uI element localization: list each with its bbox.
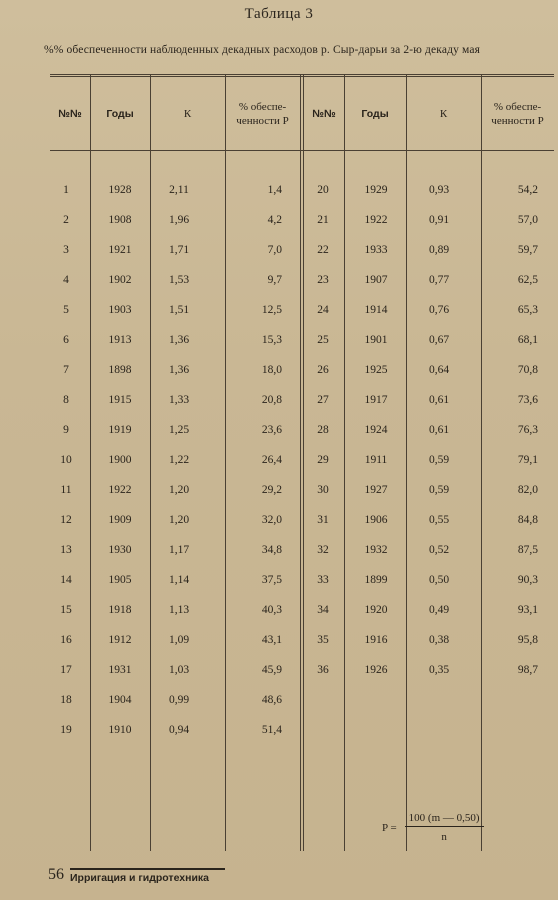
cell-right-year: 1899 xyxy=(364,574,388,586)
cell-right-year: 1933 xyxy=(364,244,388,256)
page-number: 56 xyxy=(48,866,64,883)
cell-right-k: 0,91 xyxy=(428,214,450,226)
cell-left-p: 1,4 xyxy=(267,184,282,196)
cell-left-year: 1908 xyxy=(108,214,132,226)
formula-lhs: P = xyxy=(382,821,397,834)
cell-left-p: 48,6 xyxy=(261,694,282,706)
cell-left-n: 13 xyxy=(60,544,72,556)
header-p-right: % обеспе- ченности Р xyxy=(491,101,544,127)
column-rule-3 xyxy=(300,74,301,851)
cell-right-year: 1929 xyxy=(364,184,388,196)
cell-right-year: 1914 xyxy=(364,304,388,316)
cell-right-n: 24 xyxy=(317,304,329,316)
cell-left-k: 2,11 xyxy=(169,184,189,196)
cell-right-k: 0,64 xyxy=(428,364,450,376)
cell-right-p: 54,2 xyxy=(517,184,538,196)
cell-left-n: 7 xyxy=(63,364,69,376)
cell-right-p: 98,7 xyxy=(517,664,538,676)
cell-left-p: 45,9 xyxy=(261,664,282,676)
column-rule-1 xyxy=(150,74,151,851)
header-years-left: Годы xyxy=(106,108,134,120)
table-rule-2 xyxy=(50,150,554,151)
cell-left-year: 1909 xyxy=(108,514,132,526)
cell-right-n: 32 xyxy=(317,544,329,556)
cell-right-k: 0,52 xyxy=(428,544,450,556)
formula-fraction xyxy=(405,812,484,843)
cell-right-p: 68,1 xyxy=(517,334,538,346)
cell-right-k: 0,55 xyxy=(428,514,450,526)
cell-left-k: 1,17 xyxy=(168,544,190,556)
cell-left-year: 1921 xyxy=(108,244,132,256)
cell-right-p: 65,3 xyxy=(517,304,538,316)
column-rule-6 xyxy=(406,74,407,851)
cell-left-k: 1,36 xyxy=(168,364,190,376)
header-num-right: №№ xyxy=(312,108,336,120)
column-rule-0 xyxy=(90,74,91,851)
cell-right-k: 0,76 xyxy=(428,304,450,316)
cell-right-year: 1906 xyxy=(364,514,388,526)
cell-left-k: 1,20 xyxy=(168,514,190,526)
cell-left-year: 1905 xyxy=(108,574,132,586)
cell-left-k: 1,14 xyxy=(168,574,190,586)
cell-right-year: 1917 xyxy=(364,394,388,406)
cell-left-k: 1,51 xyxy=(168,304,190,316)
cell-left-n: 8 xyxy=(63,394,69,406)
cell-left-p: 26,4 xyxy=(261,454,282,466)
cell-left-p: 7,0 xyxy=(267,244,282,256)
cell-right-p: 70,8 xyxy=(517,364,538,376)
cell-right-k: 0,50 xyxy=(428,574,450,586)
cell-right-year: 1926 xyxy=(364,664,388,676)
header-p-left: % обеспе- ченности Р xyxy=(236,101,289,127)
cell-right-p: 59,7 xyxy=(517,244,538,256)
cell-right-p: 82,0 xyxy=(517,484,538,496)
cell-left-k: 1,36 xyxy=(168,334,190,346)
cell-right-n: 21 xyxy=(317,214,329,226)
cell-right-k: 0,93 xyxy=(428,184,450,196)
cell-right-year: 1925 xyxy=(364,364,388,376)
cell-left-year: 1898 xyxy=(108,364,132,376)
cell-left-n: 19 xyxy=(60,724,72,736)
cell-left-year: 1919 xyxy=(108,424,132,436)
table-rule-1 xyxy=(50,76,554,77)
formula-numerator: 100 (m — 0,50) xyxy=(405,812,484,827)
cell-left-k: 1,96 xyxy=(168,214,190,226)
table-number: Таблица 3 xyxy=(244,6,314,22)
cell-right-year: 1920 xyxy=(364,604,388,616)
cell-left-p: 15,3 xyxy=(261,334,282,346)
cell-left-p: 18,0 xyxy=(261,364,282,376)
cell-right-n: 20 xyxy=(317,184,329,196)
cell-left-k: 0,94 xyxy=(168,724,190,736)
cell-right-n: 36 xyxy=(317,664,329,676)
cell-left-n: 18 xyxy=(60,694,72,706)
cell-right-k: 0,35 xyxy=(428,664,450,676)
cell-right-year: 1907 xyxy=(364,274,388,286)
cell-left-n: 12 xyxy=(60,514,72,526)
cell-right-p: 73,6 xyxy=(517,394,538,406)
cell-left-year: 1913 xyxy=(108,334,132,346)
cell-right-p: 93,1 xyxy=(517,604,538,616)
cell-left-p: 29,2 xyxy=(261,484,282,496)
cell-left-p: 51,4 xyxy=(261,724,282,736)
cell-left-n: 5 xyxy=(63,304,69,316)
cell-left-p: 37,5 xyxy=(261,574,282,586)
cell-left-n: 9 xyxy=(63,424,69,436)
cell-right-k: 0,61 xyxy=(428,394,450,406)
cell-right-p: 57,0 xyxy=(517,214,538,226)
cell-right-n: 26 xyxy=(317,364,329,376)
table-caption: %% обеспеченности наблюденных декадных расходов р. Сыр-дарьи за 2-ю декаду мая xyxy=(44,44,481,56)
cell-right-n: 27 xyxy=(317,394,329,406)
cell-left-p: 12,5 xyxy=(261,304,282,316)
cell-right-k: 0,67 xyxy=(428,334,450,346)
cell-right-p: 62,5 xyxy=(517,274,538,286)
cell-left-n: 3 xyxy=(63,244,69,256)
cell-right-k: 0,59 xyxy=(428,484,450,496)
cell-right-p: 95,8 xyxy=(517,634,538,646)
cell-left-year: 1902 xyxy=(108,274,132,286)
cell-left-n: 1 xyxy=(63,184,69,196)
cell-left-k: 1,13 xyxy=(168,604,190,616)
cell-right-year: 1927 xyxy=(364,484,388,496)
cell-left-k: 1,03 xyxy=(168,664,190,676)
cell-right-k: 0,89 xyxy=(428,244,450,256)
probability-formula xyxy=(382,812,484,843)
cell-left-n: 16 xyxy=(60,634,72,646)
cell-right-year: 1922 xyxy=(364,214,388,226)
cell-left-year: 1915 xyxy=(108,394,132,406)
cell-right-n: 22 xyxy=(317,244,329,256)
cell-right-year: 1932 xyxy=(364,544,388,556)
cell-right-year: 1916 xyxy=(364,634,388,646)
cell-left-k: 1,09 xyxy=(168,634,190,646)
cell-right-p: 87,5 xyxy=(517,544,538,556)
cell-left-n: 2 xyxy=(63,214,69,226)
cell-left-n: 6 xyxy=(63,334,69,346)
journal-title: Ирригация и гидротехника xyxy=(70,868,225,884)
data-table xyxy=(50,74,554,851)
cell-right-k: 0,77 xyxy=(428,274,450,286)
cell-right-p: 90,3 xyxy=(517,574,538,586)
cell-right-n: 31 xyxy=(317,514,329,526)
cell-left-n: 4 xyxy=(63,274,69,286)
cell-left-p: 20,8 xyxy=(261,394,282,406)
cell-left-k: 1,53 xyxy=(168,274,190,286)
cell-left-p: 9,7 xyxy=(267,274,282,286)
cell-right-k: 0,38 xyxy=(428,634,450,646)
cell-left-k: 0,99 xyxy=(168,694,190,706)
cell-left-p: 34,8 xyxy=(261,544,282,556)
cell-right-n: 30 xyxy=(317,484,329,496)
cell-right-n: 35 xyxy=(317,634,329,646)
cell-right-n: 33 xyxy=(317,574,329,586)
cell-left-k: 1,20 xyxy=(168,484,190,496)
cell-left-year: 1930 xyxy=(108,544,132,556)
cell-left-p: 40,3 xyxy=(261,604,282,616)
cell-left-n: 14 xyxy=(60,574,72,586)
header-k-right: К xyxy=(439,108,448,120)
cell-right-k: 0,61 xyxy=(428,424,450,436)
cell-right-n: 28 xyxy=(317,424,329,436)
cell-left-p: 4,2 xyxy=(267,214,282,226)
page-footer xyxy=(48,866,225,884)
cell-left-p: 23,6 xyxy=(261,424,282,436)
cell-left-year: 1931 xyxy=(108,664,132,676)
header-k-left: К xyxy=(183,108,192,120)
header-num-left: №№ xyxy=(58,108,82,120)
cell-left-year: 1903 xyxy=(108,304,132,316)
cell-left-k: 1,33 xyxy=(168,394,190,406)
cell-right-k: 0,59 xyxy=(428,454,450,466)
cell-left-year: 1918 xyxy=(108,604,132,616)
cell-left-p: 43,1 xyxy=(261,634,282,646)
cell-left-year: 1922 xyxy=(108,484,132,496)
cell-right-n: 23 xyxy=(317,274,329,286)
cell-left-year: 1910 xyxy=(108,724,132,736)
cell-left-n: 17 xyxy=(60,664,72,676)
cell-left-k: 1,22 xyxy=(168,454,190,466)
cell-right-n: 25 xyxy=(317,334,329,346)
cell-left-n: 10 xyxy=(60,454,72,466)
header-years-right: Годы xyxy=(361,108,389,120)
cell-right-year: 1901 xyxy=(364,334,388,346)
cell-right-k: 0,49 xyxy=(428,604,450,616)
cell-left-p: 32,0 xyxy=(261,514,282,526)
column-rule-7 xyxy=(481,74,482,851)
cell-left-n: 11 xyxy=(60,484,72,496)
column-rule-2 xyxy=(225,74,226,851)
table-rule-0 xyxy=(50,74,554,75)
cell-left-n: 15 xyxy=(60,604,72,616)
cell-left-year: 1900 xyxy=(108,454,132,466)
cell-right-n: 34 xyxy=(317,604,329,616)
cell-left-year: 1912 xyxy=(108,634,132,646)
formula-denominator: n xyxy=(441,831,447,843)
cell-left-k: 1,25 xyxy=(168,424,190,436)
cell-left-k: 1,71 xyxy=(168,244,190,256)
cell-right-p: 79,1 xyxy=(517,454,538,466)
cell-right-p: 76,3 xyxy=(517,424,538,436)
column-rule-5 xyxy=(344,74,345,851)
cell-left-year: 1928 xyxy=(108,184,132,196)
cell-right-n: 29 xyxy=(317,454,329,466)
cell-left-year: 1904 xyxy=(108,694,132,706)
cell-right-p: 84,8 xyxy=(517,514,538,526)
cell-right-year: 1911 xyxy=(364,454,388,466)
cell-right-year: 1924 xyxy=(364,424,388,436)
